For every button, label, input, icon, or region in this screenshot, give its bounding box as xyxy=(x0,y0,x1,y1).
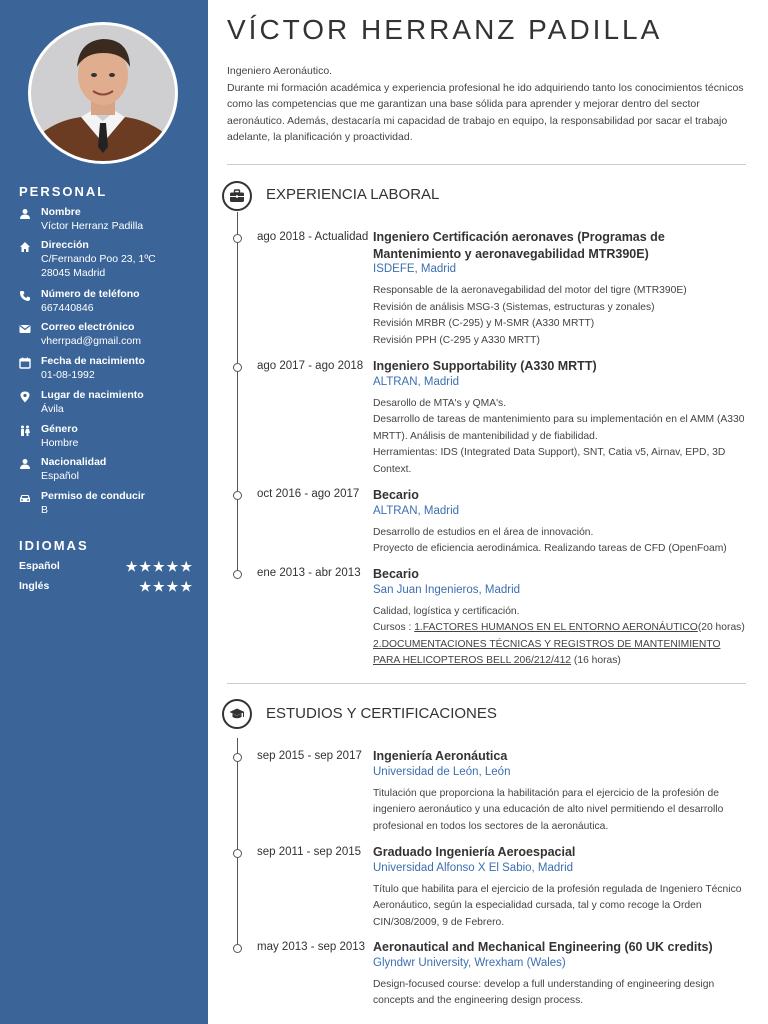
description-line: Calidad, logística y certificación. xyxy=(373,605,520,617)
timeline-dot xyxy=(233,753,242,762)
star-rating: ★★★★★ xyxy=(125,559,194,574)
personal-value: 667440846 xyxy=(41,302,94,314)
personal-value: Víctor Herranz Padilla xyxy=(41,220,144,232)
course-hours: (20 horas) xyxy=(697,622,745,633)
languages-heading: IDIOMAS xyxy=(19,538,89,553)
entry-organization: San Juan Ingenieros, Madrid xyxy=(373,583,521,596)
experience-entry xyxy=(373,229,748,349)
sidebar xyxy=(0,0,208,1024)
course-link[interactable]: 2.DOCUMENTACIONES TÉCNICAS Y REGISTROS DE MANTENIMIENTO PARA HELICOPTEROS BELL 206/212/412 xyxy=(373,638,721,666)
gender-icon xyxy=(19,425,31,437)
entry-organization: Universidad Alfonso X El Sabio, Madrid xyxy=(373,861,574,874)
description-line: Revisión PPH (C-295 y A330 MRTT) xyxy=(373,334,540,346)
summary-title: Ingeniero Aeronáutico. xyxy=(227,65,333,77)
courses-prefix: Cursos : xyxy=(373,622,415,633)
timeline-dot xyxy=(233,570,242,579)
personal-label: Fecha de nacimiento xyxy=(41,355,145,367)
personal-label: Número de teléfono xyxy=(41,288,140,300)
profile-photo xyxy=(31,25,175,161)
phone-icon xyxy=(19,290,31,302)
entry-description xyxy=(373,525,748,558)
candidate-name: VÍCTOR HERRANZ PADILLA xyxy=(227,14,663,45)
language-name: Inglés xyxy=(19,580,50,592)
calendar-icon xyxy=(19,357,31,369)
entry-description: Titulación que proporciona la habilitación para el ejercicio de la profesión de ingeniero aeronáutico y una educación de alto nivel permitiendo el desarrollo profesional en todos los sectores de la aeronáutica. xyxy=(373,787,724,832)
personal-heading: PERSONAL xyxy=(19,184,108,199)
experience-heading: EXPERIENCIA LABORAL xyxy=(266,186,440,203)
entry-description: Título que habilita para el ejercicio de la profesión regulada de Ingeniero Técnico Aeronáutico, según la especialidad cursada, tal y como recoge la Orden CIN/308/2009, 9 de Febrero. xyxy=(373,883,742,928)
experience-entry xyxy=(373,358,748,478)
language-name: Español xyxy=(19,560,60,572)
description-line: Revisión MRBR (C-295) y M-SMR (A330 MRTT) xyxy=(373,318,595,329)
entry-title: Becario xyxy=(373,488,419,502)
entry-organization: ISDEFE, Madrid xyxy=(373,263,457,275)
description-line: Desarrollo de tareas de mantenimiento para su implementación en el AMM (A330 MRTT). Análisis de mantenibilidad y de fiabilidad. xyxy=(373,414,745,442)
description-line: Proyecto de eficiencia aerodinámica. Realizando tareas de CFD (OpenFoam) xyxy=(373,543,727,554)
mail-icon xyxy=(19,323,31,335)
summary xyxy=(227,63,749,146)
timeline-line xyxy=(237,212,238,577)
description-line: Desarrollo de estudios en el área de innovación. xyxy=(373,526,594,538)
personal-value: Español xyxy=(41,470,79,482)
personal-value: vherrpad@gmail.com xyxy=(41,335,141,347)
education-entry xyxy=(373,939,748,1010)
entry-description xyxy=(373,604,748,670)
timeline-line xyxy=(237,738,238,950)
entry-description: Design-focused course: develop a full understanding of engineering design concepts and the engineering design process. xyxy=(373,978,715,1006)
language-item-english xyxy=(19,580,194,592)
entry-organization: Glyndwr University, Wrexham (Wales) xyxy=(373,956,566,969)
education-entry xyxy=(373,748,748,835)
entry-organization: ALTRAN, Madrid xyxy=(373,504,460,517)
home-icon xyxy=(19,241,31,253)
graduation-cap-icon xyxy=(222,699,252,729)
star-rating: ★★★★ xyxy=(139,579,194,594)
education-date: sep 2011 - sep 2015 xyxy=(257,846,362,858)
experience-date: ago 2017 - ago 2018 xyxy=(257,360,364,372)
person-icon xyxy=(19,458,31,470)
courses-line xyxy=(373,620,748,637)
education-date: sep 2015 - sep 2017 xyxy=(257,750,362,762)
entry-description xyxy=(373,396,748,479)
person-icon xyxy=(19,208,31,220)
timeline-dot xyxy=(233,944,242,953)
experience-entry xyxy=(373,566,748,670)
entry-title: Ingeniería Aeronáutica xyxy=(373,749,508,763)
education-entry xyxy=(373,844,748,931)
experience-date: ene 2013 - abr 2013 xyxy=(257,567,361,579)
timeline-dot xyxy=(233,363,242,372)
description-line: Desarollo de MTA's y QMA's. xyxy=(373,397,507,409)
timeline-dot xyxy=(233,491,242,500)
entry-organization: ALTRAN, Madrid xyxy=(373,375,460,388)
entry-description xyxy=(373,283,748,349)
personal-label: Lugar de nacimiento xyxy=(41,389,144,401)
personal-label: Permiso de conducir xyxy=(41,490,145,502)
avatar xyxy=(28,22,178,164)
description-line: Herramientas: IDS (Integrated Data Support), SNT, Catia v5, Airnav, EPD, 3D Context. xyxy=(373,447,726,475)
personal-value: B xyxy=(41,504,49,516)
personal-label: Dirección xyxy=(41,239,89,251)
education-date: may 2013 - sep 2013 xyxy=(257,941,366,953)
course-link[interactable]: 1.FACTORES HUMANOS EN EL ENTORNO AERONÁUTICO xyxy=(414,622,698,633)
personal-label: Nombre xyxy=(41,206,81,218)
description-line: Responsable de la aeronavegabilidad del motor del tigre (MTR390E) xyxy=(373,285,687,296)
car-icon xyxy=(19,492,31,504)
entry-title: Ingeniero Certificación aeronaves (Programas de Mantenimiento y aeronavegabilidad MTR390E) xyxy=(373,230,665,261)
courses-line xyxy=(373,637,748,670)
entry-title: Ingeniero Supportability (A330 MRTT) xyxy=(373,359,597,373)
summary-text: Durante mi formación académica y experiencia profesional he ido adquiriendo tanto los conocimientos técnicos como las competencias que me garantizan una base sólida para aprender y mejorar dentro del sector aeronáutico. Además, destacaría mi capacidad de trabajo en equipo, la responsabilidad por sacar el trabajo adelante, la planificación y proactividad. xyxy=(227,81,744,143)
entry-title: Becario xyxy=(373,567,419,581)
briefcase-icon xyxy=(222,181,252,211)
course-hours: (16 horas) xyxy=(571,655,621,666)
personal-value: C/Fernando Poo 23, 1ºC 28045 Madrid xyxy=(41,253,156,279)
experience-entry xyxy=(373,487,748,558)
entry-organization: Universidad de León, León xyxy=(373,765,511,778)
divider xyxy=(227,164,746,165)
education-heading: ESTUDIOS Y CERTIFICACIONES xyxy=(266,705,497,722)
personal-value: Hombre xyxy=(41,437,79,449)
entry-title: Graduado Ingeniería Aeroespacial xyxy=(373,845,576,859)
personal-label: Nacionalidad xyxy=(41,456,107,468)
personal-value: Ávila xyxy=(41,403,64,415)
personal-label: Correo electrónico xyxy=(41,321,135,333)
personal-label: Género xyxy=(41,423,78,435)
divider xyxy=(227,683,746,684)
location-pin-icon xyxy=(19,391,31,403)
timeline-dot xyxy=(233,234,242,243)
experience-date: ago 2018 - Actualidad xyxy=(257,231,369,243)
entry-title: Aeronautical and Mechanical Engineering (60 UK credits) xyxy=(373,940,713,954)
timeline-dot xyxy=(233,849,242,858)
language-item-spanish xyxy=(19,560,194,572)
personal-value: 01-08-1992 xyxy=(41,369,95,381)
description-line: Revisión de análisis MSG-3 (Sistemas, estructuras y zonales) xyxy=(373,301,655,313)
experience-date: oct 2016 - ago 2017 xyxy=(257,488,360,500)
